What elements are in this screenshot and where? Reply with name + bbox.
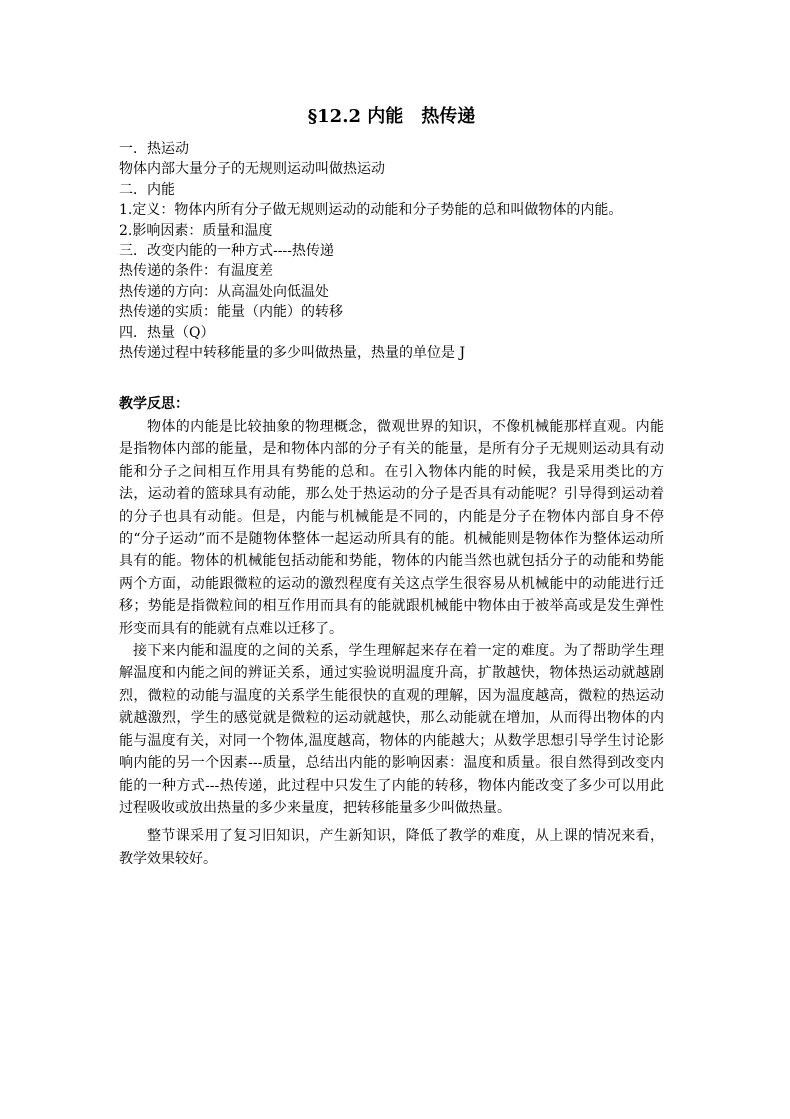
outline-line: 2.影响因素：质量和温度 <box>119 222 273 239</box>
reflection-paragraph: 物体的内能是比较抽象的物理概念，微观世界的知识，不像机械能那样直观。内能是指物体内部的能量，是和物体内部的分子有关的能量，是所有分子无规则运动具有动能和分子之间相互作用具有势能的总和。在引入物体内能的时候，我是采用类比的方法，运动着的篮球具有动能，那么处于热运动的分子是否具有动能呢？引导得到运动着的分子也具有动能。但是，内能与机械能是不同的，内能是分子在物体内部自身不停的“分子运动”而不是随物体整体一起运动所具有的能。机械能则是物体作为整体运动所具有的能。物体的机械能包括动能和势能，物体的内能当然也就包括分子的动能和势能两个方面，动能跟微粒的运动的激烈程度有关这点学生很容易从机械能中的动能进行迁移；势能是指微粒间的相互作用而具有的能就跟机械能中物体由于被举高或是发生弹性形变而具有的能就有点难以迁移了。 <box>119 419 664 637</box>
reflection-paragraph: 接下来内能和温度的之间的关系，学生理解起来存在着一定的难度。为了帮助学生理解温度和内能之间的辨证关系，通过实验说明温度升高，扩散越快，物体热运动就越剧烈，微粒的动能与温度的关系学生能很快的直观的理解，因为温度越高，微粒的热运动就越激烈，学生的感觉就是微粒的运动就越快，那么动能就在增加，从而得出物体的内能与温度有关，对同一个物体,温度越高，物体的内能越大；从数学思想引导学生讨论影响内能的另一个因素---质量，总结出内能的影响因素：温度和质量。很自然得到改变内能的一种方式---热传递，此过程中只发生了内能的转移，物体内能改变了多少可以用此过程吸收或放出热量的多少来量度，把转移能量多少叫做热量。 <box>119 643 664 816</box>
reflection-heading: 教学反思： <box>119 396 189 412</box>
outline-line: 热传递的方向：从高温处向低温处 <box>119 283 329 300</box>
outline-heading-1: 一．热运动 <box>119 141 189 157</box>
outline-heading-2: 二．内能 <box>119 181 175 198</box>
outline-heading-3: 三．改变内能的一种方式----热传递 <box>119 243 334 260</box>
lesson-outline <box>119 139 664 363</box>
page-title: §12.2 内能 热传递 <box>307 106 476 127</box>
outline-line: 热传递的条件：有温度差 <box>119 263 273 280</box>
outline-line: 热传递的实质：能量（内能）的转移 <box>119 304 343 321</box>
outline-heading-4: 四．热量（Q） <box>119 324 215 341</box>
reflection-paragraph: 整节课采用了复习旧知识，产生新知识，降低了教学的难度，从上课的情况来看，教学效果较好。 <box>119 828 664 867</box>
outline-line: 1.定义：物体内所有分子做无规则运动的动能和分子势能的总和叫做物体的内能。 <box>119 202 623 219</box>
reflection-body <box>119 416 664 870</box>
outline-line: 物体内部大量分子的无规则运动叫做热运动 <box>119 161 385 178</box>
outline-line: 热传递过程中转移能量的多少叫做热量，热量的单位是 J <box>119 345 466 362</box>
